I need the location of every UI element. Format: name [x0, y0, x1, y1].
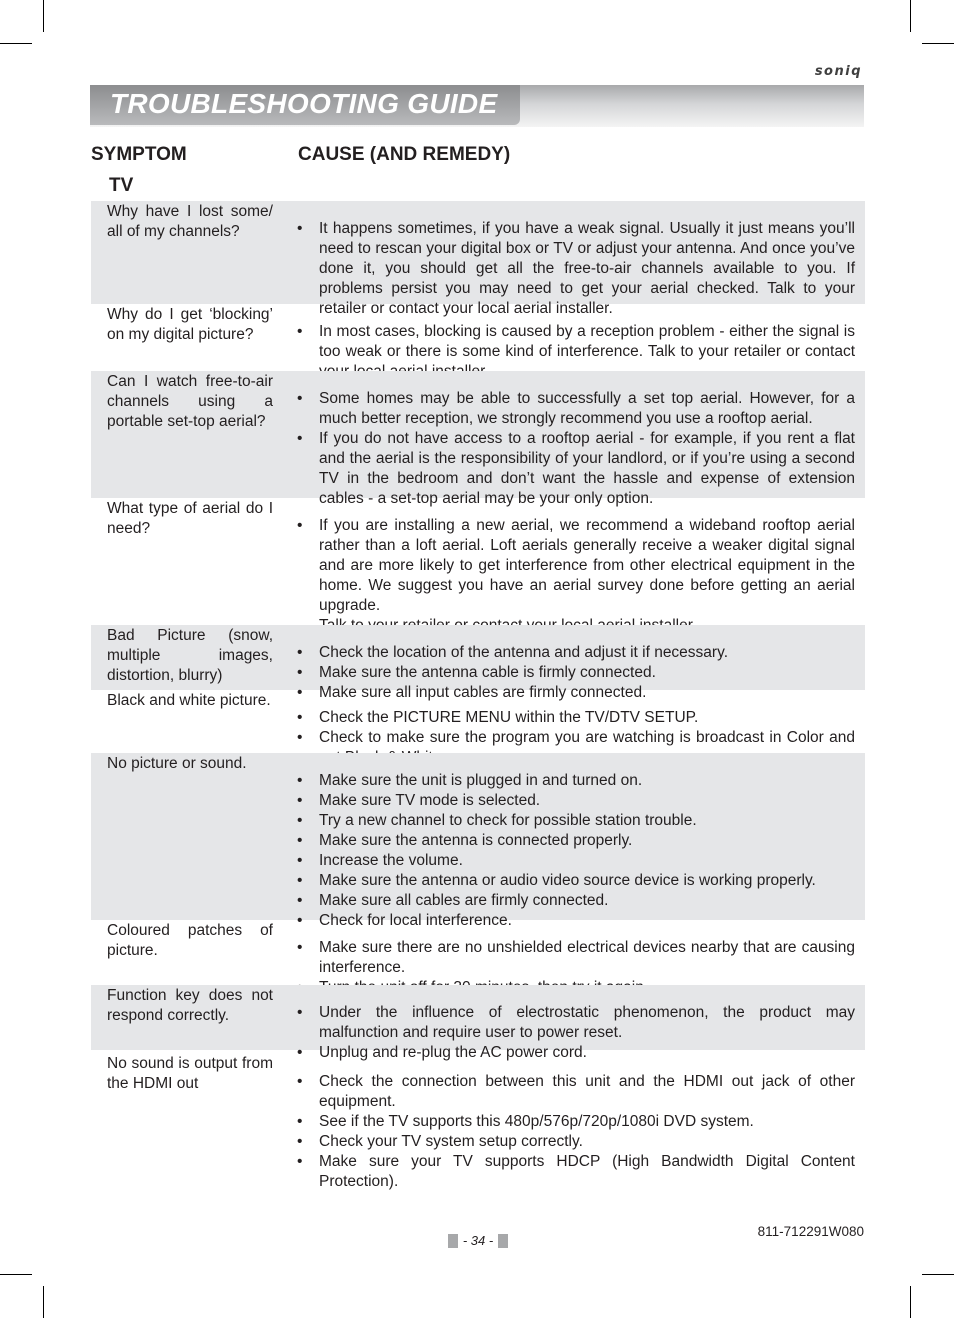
- cause-item: • It happens sometimes, if you have a weak signal. Usually it just means you’ll need to rescan your digital box or TV or adjust your antenna. And once you’ve done it, you should get all the free-to-air channels available to you. If problems persist you may need to get your aerial checked. Talk to your retailer or contact your local aerial installer.: [319, 219, 855, 319]
- table-row: [91, 920, 865, 985]
- symptom-text: Function key does not respond correctly.: [107, 987, 273, 1024]
- cause-item: • Make sure the antenna or audio video source device is working properly.: [319, 871, 855, 891]
- table-row: [91, 371, 865, 507]
- document-code: 811-712291W080: [757, 1224, 864, 1239]
- cause-column-header: CAUSE (AND REMEDY): [298, 144, 511, 165]
- section-heading: TV: [109, 175, 134, 196]
- symptom-text: No picture or sound.: [107, 755, 247, 772]
- cause-item: • Make sure there are no unshielded electrical devices nearby that are causing interference.: [319, 938, 855, 978]
- cause-item: • Make sure TV mode is selected.: [319, 791, 855, 811]
- crop-mark: [922, 1274, 954, 1275]
- crop-mark: [43, 1286, 44, 1318]
- table-row: [91, 201, 865, 317]
- crop-mark: [910, 1286, 911, 1318]
- cause-item: • Check for local interference.: [319, 911, 855, 931]
- cause-list: [319, 389, 855, 509]
- cause-item: • Under the influence of electrostatic phenomenon, the product may malfunction and require user to power reset.: [319, 1003, 855, 1043]
- table-row: [91, 753, 865, 929]
- crop-mark: [910, 0, 911, 32]
- page-title: TROUBLESHOOTING GUIDE: [110, 88, 498, 119]
- table-row: [91, 690, 865, 753]
- cause-list: [319, 516, 855, 636]
- cause-list: [319, 1072, 855, 1192]
- symptom-text: Coloured patches of picture.: [107, 922, 273, 959]
- crop-mark: [43, 0, 44, 32]
- cause-list: [319, 771, 855, 931]
- brand-logo: soniq: [814, 64, 862, 79]
- troubleshooting-table: [91, 201, 865, 1190]
- cause-item: • Make sure your TV supports HDCP (High Bandwidth Digital Content Protection).: [319, 1152, 855, 1192]
- crop-mark: [0, 43, 32, 44]
- cause-item: • Unplug and re-plug the AC power cord.: [319, 1043, 855, 1063]
- symptom-text: Why do I get ‘blocking’ on my digital picture?: [107, 306, 273, 343]
- symptom-text: Bad Picture (snow, multiple images, distortion, blurry): [107, 627, 273, 684]
- table-row: [91, 985, 865, 1061]
- cause-item: • Check to make sure the program you are watching is broadcast in Color and: [319, 728, 855, 768]
- crop-mark: [922, 43, 954, 44]
- cause-item: • Check your TV system setup correctly.: [319, 1132, 855, 1152]
- cause-item: • Make sure the antenna is connected properly.: [319, 831, 855, 851]
- cause-item: • If you are installing a new aerial, we recommend a wideband rooftop aerial rather than a loft aerial. Loft aerials generally receive a weaker digital signal and are more likely to get interference from other electrical equipment in the home. We suggest you have an aerial survey done before getting an aerial upgrade.: [319, 516, 855, 616]
- cause-item: • Try a new channel to check for possible station trouble.: [319, 811, 855, 831]
- cause-item: • In most cases, blocking is caused by a reception problem - either the signal is too weak or there is some kind of interference. Talk to your retailer or contact: [319, 322, 855, 382]
- symptom-text: Black and white picture.: [107, 692, 271, 709]
- cause-item: • Make sure the unit is plugged in and turned on.: [319, 771, 855, 791]
- table-row: [91, 1050, 865, 1190]
- table-row: [91, 498, 865, 625]
- cause-item: • Check the location of the antenna and adjust it if necessary.: [319, 643, 855, 663]
- cause-item: • Make sure the antenna cable is firmly connected.: [319, 663, 855, 683]
- cause-item: • Check the connection between this unit and the HDMI out jack of other equipment.: [319, 1072, 855, 1112]
- cause-item: • Check the PICTURE MENU within the TV/DTV SETUP.: [319, 708, 855, 728]
- symptom-text: Can I watch free-to-air channels using a portable set-top aerial?: [107, 373, 273, 430]
- page-number-bar: [448, 1234, 508, 1248]
- crop-mark: [0, 1274, 32, 1275]
- cause-item: • See if the TV supports this 480p/576p/720p/1080i DVD system.: [319, 1112, 855, 1132]
- cause-item: • Make sure all input cables are firmly connected.: [319, 683, 855, 703]
- cause-item: • Increase the volume.: [319, 851, 855, 871]
- cause-item: • Make sure all cables are firmly connected.: [319, 891, 855, 911]
- table-row: [91, 304, 865, 371]
- symptom-column-header: SYMPTOM: [91, 144, 187, 165]
- page-number: - 34 -: [458, 1234, 498, 1248]
- symptom-text: Why have I lost some/ all of my channels?: [107, 203, 273, 240]
- cause-item: • If you do not have access to a rooftop aerial - for example, if you rent a flat and the aerial is the responsibility of your landlord, or if you’re using a second TV in the bedroom and don’t want the hassle and expense of extension cables - a set-top aerial may be your only option.: [319, 429, 855, 509]
- cause-item: • Some homes may be able to successfully a set top aerial. However, for a much better reception, we strongly recommend you use a rooftop aerial.: [319, 389, 855, 429]
- symptom-text: No sound is output from the HDMI out: [107, 1055, 273, 1092]
- symptom-text: What type of aerial do I need?: [107, 500, 273, 537]
